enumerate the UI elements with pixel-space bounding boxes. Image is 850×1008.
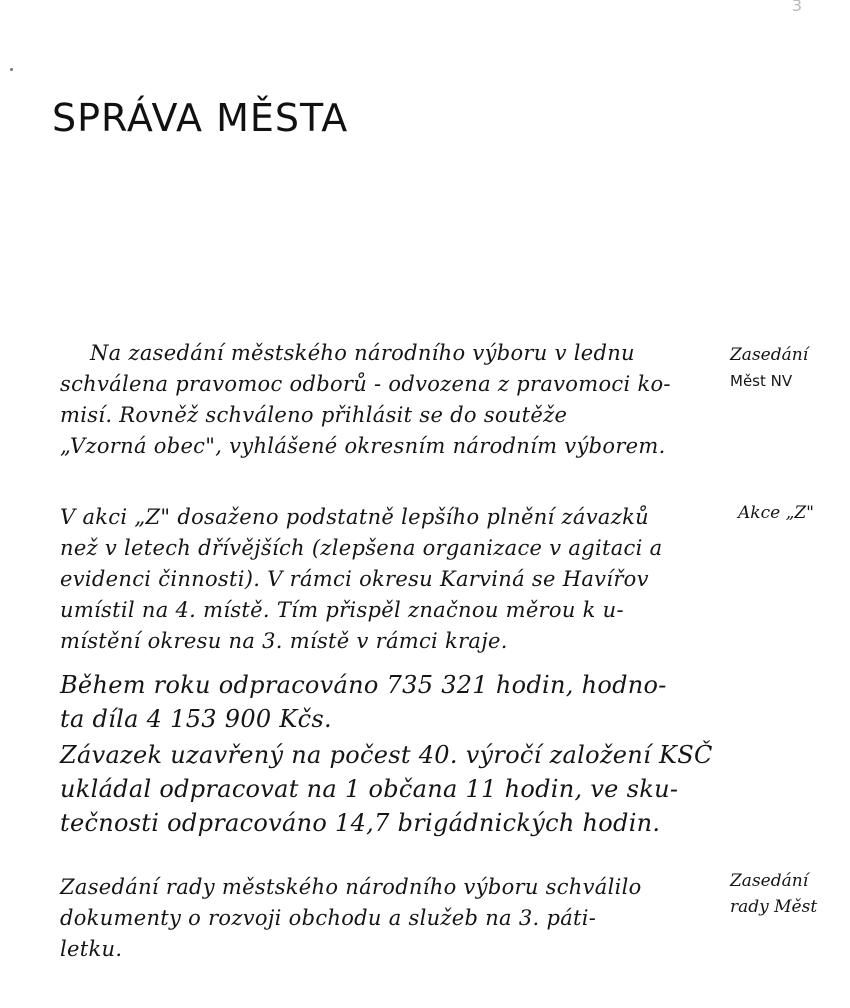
paragraph-action-z (60, 502, 715, 657)
margin-note-council-board (730, 868, 840, 920)
text-line: tečnosti odpracováno 14,7 brigádnických hodin. (60, 809, 661, 837)
margin-dot (10, 68, 13, 71)
paragraph-council-meeting (60, 338, 715, 462)
text-line: evidenci činnosti). V rámci okresu Karviná se Havířov (60, 567, 649, 591)
margin-note-action-z (738, 500, 848, 526)
text-line: V akci „Z" dosaženo podstatně lepšího plnění závazků (60, 505, 649, 529)
note-line: Akce „Z" (738, 503, 815, 523)
text-line: letku. (60, 937, 123, 961)
page-title: SPRÁVA MĚSTA (52, 96, 349, 140)
note-line: Měst NV (730, 372, 793, 390)
text-line: místění okresu na 3. místě v rámci kraje. (60, 629, 508, 653)
text-line: než v letech dřívějších (zlepšena organizace v agitaci a (60, 536, 663, 560)
text-line: dokumenty o rozvoji obchodu a služeb na 3. páti- (60, 906, 597, 930)
note-line: Zasedání (730, 871, 809, 891)
text-line: „Vzorná obec", vyhlášené okresním národním výborem. (60, 434, 666, 458)
paragraph-hours-worked (60, 668, 715, 736)
paragraph-council-board (60, 872, 715, 965)
text-line: Závazek uzavřený na počest 40. výročí založení KSČ (60, 741, 713, 769)
text-line: misí. Rovněž schváleno přihlásit se do soutěže (60, 403, 568, 427)
text-line: ta díla 4 153 900 Kčs. (60, 705, 332, 733)
text-line: Zasedání rady městského národního výboru schválilo (60, 875, 642, 899)
text-line: umístil na 4. místě. Tím přispěl značnou měrou k u- (60, 598, 624, 622)
text-line: Během roku odpracováno 735 321 hodin, hodno- (60, 671, 667, 699)
page-corner-mark: 3 (791, 0, 802, 15)
note-line: Zasedání (730, 345, 809, 365)
text-line: Na zasedání městského národního výboru v lednu (90, 341, 635, 365)
text-line: schválena pravomoc odborů - odvozena z pravomoci ko- (60, 372, 671, 396)
text-line: ukládal odpracovat na 1 občana 11 hodin, ve sku- (60, 775, 679, 803)
note-line: rady Měst (730, 897, 818, 917)
margin-note-council (730, 342, 840, 394)
paragraph-commitment (60, 738, 715, 840)
